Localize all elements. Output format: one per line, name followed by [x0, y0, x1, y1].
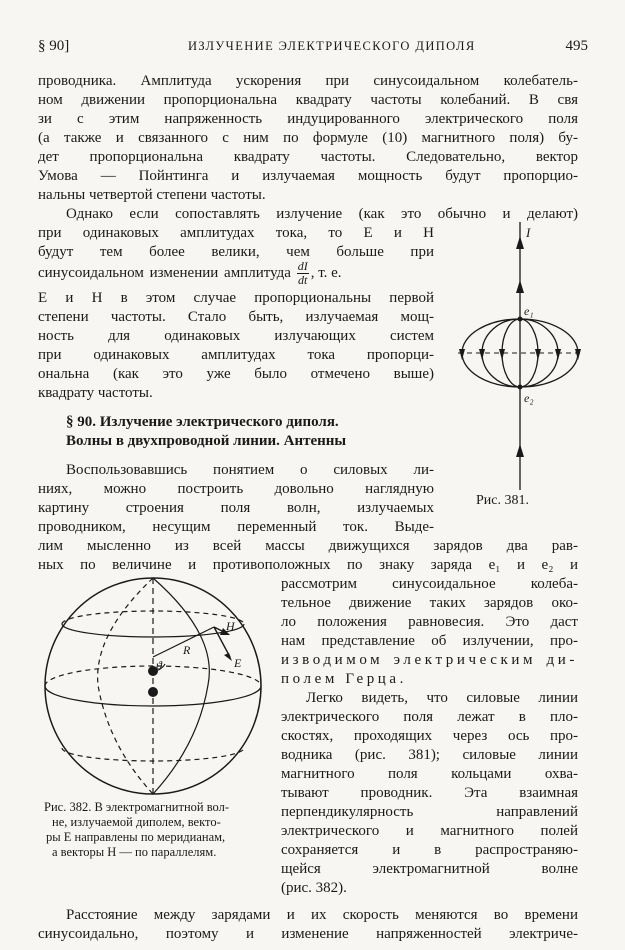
para5-line: Расстояние между зарядами и их скорость меняются во времени — [66, 907, 578, 923]
figure-382-caption-line: Рис. 382. В электромагнитной вол- — [44, 800, 230, 814]
label-e: E — [234, 656, 242, 670]
fraction-di-dt — [297, 260, 309, 287]
fraction-denominator: dt — [298, 273, 308, 288]
meridian-front — [153, 578, 209, 794]
para2-line: ность для одинаковых излучающих систем — [38, 328, 434, 344]
para3-line: изводимом электрическим ди- — [281, 652, 578, 668]
para2-line: будут тем более велики, чем больше при — [38, 244, 434, 260]
para3-line: полем Герца. — [281, 671, 408, 687]
para3-line: ниях, можно построить довольно наглядную — [38, 481, 434, 497]
field-arrow-icon — [499, 349, 505, 360]
para2-line: ональна (как это уже было отмечено выше) — [38, 366, 434, 382]
header-section: § 90] — [38, 38, 70, 54]
para1-line: ном движении пропорциональна квадрату частоты колебаний. В свя — [38, 92, 578, 108]
meridian-back — [98, 578, 153, 794]
para4-line: (рис. 382). — [281, 880, 347, 896]
label-h: H — [226, 619, 235, 633]
label-r: R — [183, 643, 191, 657]
para3-line: картину строения поля волн, излучаемых — [38, 500, 434, 516]
para1-line: Умова — Пойнтинга и излучаемая мощность будут пропорцио- — [38, 168, 578, 184]
para4-line: щейся электромагнитной волне — [281, 861, 578, 877]
fraction-numerator: dI — [297, 259, 308, 274]
figure-382-caption-line: не, излучаемой диполем, векто- — [52, 815, 221, 829]
para4-line: Легко видеть, что силовые линии — [306, 690, 578, 706]
dipole-charge-lower — [148, 687, 158, 697]
para3-line: рассмотрим синусоидальное колеба- — [281, 576, 578, 592]
para2-line: E и H в этом случае пропорциональны первой — [38, 290, 434, 306]
section-heading: Волны в двухпроводной линии. Антенны — [66, 433, 347, 449]
para3-line: проводником, несущим переменный ток. Выде- — [38, 519, 434, 535]
label-e2: e₂ — [524, 391, 534, 405]
figure-382-caption-line: а векторы H — по параллелям. — [52, 845, 217, 859]
page-number: 495 — [565, 38, 588, 54]
para2-line: при одинаковых амплитудах тока, то E и H — [38, 225, 434, 241]
para1-line: зи с этим напряженность индуцированного электрического поля — [38, 111, 578, 127]
charge-e2 — [518, 385, 523, 390]
field-arrow-icon — [555, 349, 561, 360]
para4-line: водника (рис. 381); силовые линии — [281, 747, 578, 763]
para4-line: электрического поля лежат в пло- — [281, 709, 578, 725]
vector-e-arrow-icon — [224, 653, 232, 661]
para2-line: квадрату частоты. — [38, 385, 153, 401]
current-arrow-icon — [516, 280, 524, 293]
section-heading: § 90. Излучение электрического диполя. — [66, 414, 339, 430]
field-arrow-icon — [575, 349, 581, 360]
para5-line: синусоидально, поэтому и изменение напряженностей электриче- — [38, 926, 578, 942]
label-e1: e₁ — [524, 304, 534, 318]
current-arrow-icon — [516, 444, 524, 457]
field-arrow-icon — [459, 349, 465, 360]
para1-line: проводника. Амплитуда ускорения при синусоидальном колебатель- — [38, 73, 578, 89]
para4-line: тывают проводник. Эта взаимная — [281, 785, 578, 801]
figure-382-caption-line: ры E направлены по меридианам, — [46, 830, 226, 844]
para2-line: при одинаковых амплитудах тока пропорци- — [38, 347, 434, 363]
figure-381 — [440, 222, 600, 492]
label-current: I — [526, 225, 531, 240]
para4-line: электрического и магнитного полей — [281, 823, 578, 839]
para3-line: ных по величине и противоположных по знаку заряда e₁ и e₂ и — [38, 557, 578, 573]
para3-line: ло положения равновесия. Это даст — [281, 614, 578, 630]
para4-line: магнитного поля кольцами охва- — [281, 766, 578, 782]
para4-line: сохраняется и в распространяю- — [281, 842, 578, 858]
field-arrow-icon — [479, 349, 485, 360]
current-arrow-icon — [516, 236, 524, 249]
label-theta: ϑ — [156, 658, 162, 672]
para3-line: тельное движение таких зарядов око- — [281, 595, 578, 611]
para3-line: лим мысленно из всей массы движущихся зарядов два рав- — [38, 538, 578, 554]
para2-formula-line — [38, 259, 438, 287]
para3-line: нам представление об излучении, про- — [281, 633, 578, 649]
para1-line: нальны четвертой степени частоты. — [38, 187, 266, 203]
para3-line: Воспользовавшись понятием о силовых ли- — [66, 462, 434, 478]
running-header — [38, 38, 588, 58]
para4-line: скостях, проходящих через ось про- — [281, 728, 578, 744]
para2-line: Однако если сопоставлять излучение (как это обычно и делают) — [66, 206, 578, 222]
fraction-after: , т. е. — [310, 265, 342, 281]
para2-line: степени частоты. Стало быть, излучаемая мощ- — [38, 309, 434, 325]
figure-382 — [38, 575, 278, 795]
figure-381-caption: Рис. 381. — [476, 493, 529, 508]
header-title: ИЗЛУЧЕНИЕ ЭЛЕКТРИЧЕСКОГО ДИПОЛЯ — [188, 39, 476, 53]
para1-line: дет пропорциональна квадрату частоты. Следовательно, вектор — [38, 149, 578, 165]
para2-line: синусоидальном изменении амплитуда — [38, 265, 291, 281]
field-arrow-icon — [535, 349, 541, 360]
para4-line: перпендикулярность направлений — [281, 804, 578, 820]
charge-e1 — [518, 317, 523, 322]
para1-line: (а также и связанного с ним по формуле (10) магнитного поля) бу- — [38, 130, 578, 146]
